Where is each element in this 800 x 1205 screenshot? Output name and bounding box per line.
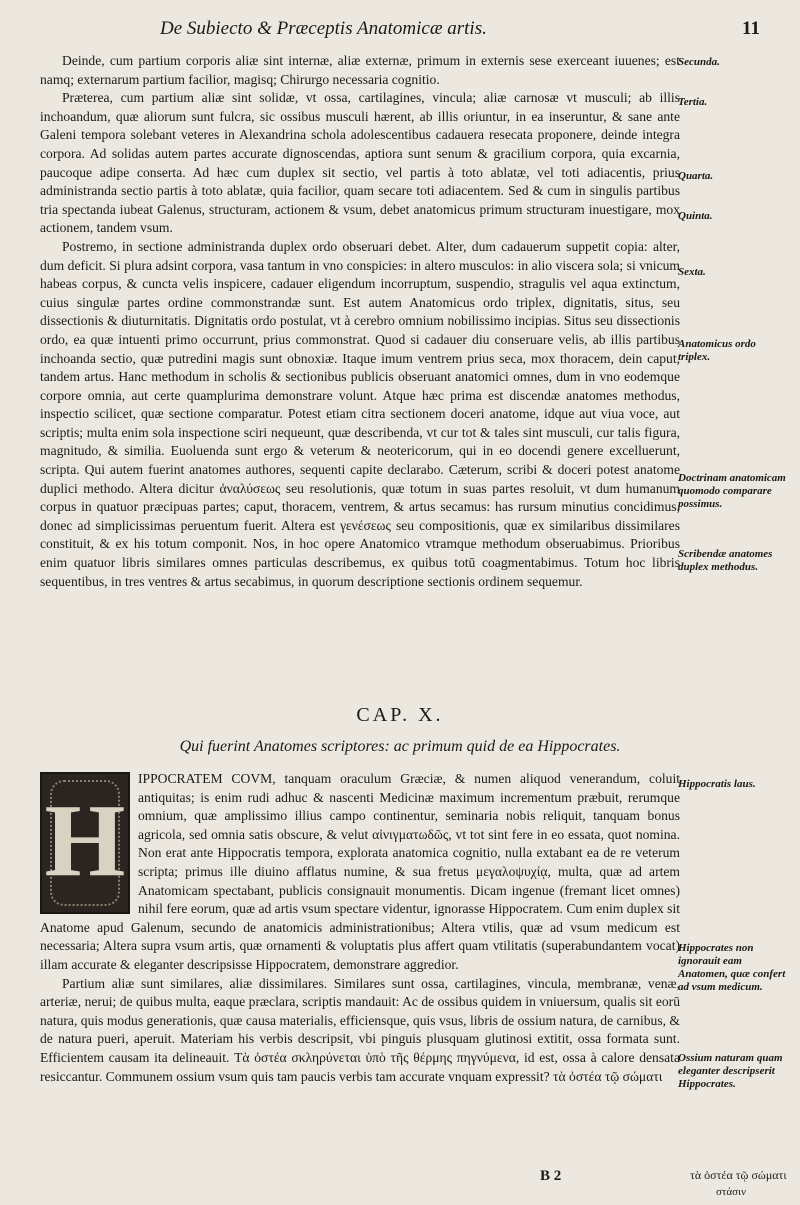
chapter-heading: CAP. X. [356, 704, 444, 726]
paragraph: Postremo, in sectione administranda duplex ordo obseruari debet. Alter, dum cadauerum suppetit copia: alter, dum deficit. Si plura adsint corpora, vasa tantum in vno conspicies: in altero musculos: in alio viscera sola; si vnicum habeas corpus, & cuncta velis inspicere, cadauer eligendum incorruptum, suspendio, stragulis vel aqua extinctum, cuius singulæ partes ordine commonstrandæ sunt. Est autem Anatomicus ordo triplex, dignitatis, situs, seu dissectionis & diuturnitatis. Dignitatis ordo postulat, vt à cerebro omnium nobilissimo incipias. Situs seu dissectionis ordo, ea quæ intuenti primo occurrunt, prius commonstrat. Quod si cadauer diu conseruare velis, ab illis partibus inchoanda sectio, quæ putredini magis sunt obnoxiæ. Itaque imum ventrem prius seca, mox thoracem, dein caput, tandem artus. Hanc methodum in scholis & sectionibus publicis obseruant anatomici omnes, dum in vno eodemque corpore omnia, aut certe quamplurima demonstrare volunt. Atque hæc prima est discendæ anatomes methodus, inspectio scilicet, quæ sectione comparatur. Potest etiam citra sectionem doceri anatome, idque aut viua voce, aut scriptis; multa enim sola inspectione sciri nequeunt, quæ describenda, vt cur tot & tales sint musculi, cur talis figura, magnitudo, & similia. Euoluenda sunt ergo & veterum & neotericorum, qui in eo docendi genere excelluerunt, scripta. Qui autem fuerint anatomes authores, sequenti capite declarabo. Cæterum, scribi & doceri potest anatome duplici methodo. Altera dicitur ἀναλύσεως seu resolutionis, quæ totum in suas partes resoluit, vt dum humanum corpus in quatuor præcipuas partes; caput, thoracem, ventrem, & artus secamus: has rursum minutius concidimus, donec ad simplicissimas peruentum fuerit. Altera est γενέσεως seu compositionis, quæ ex similaribus dissimilares constituit, & ex his totum componit. Nos, in hoc opere Anatomico vtramque methodum obseruabimus. Prioribus enim quatuor libris similares omnes particulas describemus, ex quibus totū coagmentabimus. Totum hoc libris sequentibus, in tres ventres & artus secabimus, in quorum descriptione sectionis ordinem sequemur. [40, 238, 680, 589]
margin-note: Sexta. [678, 266, 706, 278]
margin-note: Quarta. [678, 170, 714, 182]
running-title: De Subiecto & Præceptis Anatomicæ artis. [160, 18, 487, 39]
catchword: τὰ ὀστέα τῷ σώματι [690, 1168, 787, 1182]
paragraph: Deinde, cum partium corporis aliæ sint internæ, aliæ externæ, primum in externis sese exerceant iuuenes; est namq; externarum partium facilior, magisq; Chirurgo necessaria cognitio. [40, 53, 680, 87]
chapter-subtitle: Qui fuerint Anatomes scriptores: ac primum quid de ea Hippocrates. [179, 738, 621, 755]
initial-letter: H [44, 783, 126, 898]
main-text [40, 52, 680, 591]
margin-note: Hippocratis laus. [678, 778, 756, 790]
margin-note: Quinta. [678, 210, 713, 222]
margin-note: Ossium naturam quam eleganter descripserit Hippocrates. [678, 1052, 783, 1090]
margin-note: Hippocrates non ignorauit eam Anatomen, quæ confert ad vsum medicum. [678, 942, 786, 993]
margin-note: Doctrinam anatomicam quomodo comparare possimus. [678, 472, 786, 510]
signature-mark: B 2 [540, 1168, 562, 1184]
paragraph: Præterea, cum partium aliæ sint solidæ, vt ossa, cartilagines, vincula; aliæ carnosæ vt musculi; ab illis inchoandum, quæ aliorum sunt fulcra, sic ossibus musculi hærent, ab illis oriuntur, in ea inseruntur, & sane ante Galeni tempora solebant veteres in Alexandrina schola adolescentibus cadauera resecata proponere, deinde integra corpora. Ad solidas autem partes accurate dignoscendas, aptiora sunt senum & gracilium corpora, quia excarnia, paucoque adipe conserta. Ad hæc cum duplex sit sectio, vel partis à toto ablatæ, vel toti adiacentis, prius administranda sectio partis à toto ablatæ, quia facilior, quam secare toti adiacentem. Sed & cum in singulis partibus tria spectanda iubeat Galenus, structuram, actionem & vsum, debet anatomicus primum structuram inuestigare, mox actionem, tandem vsum. [40, 90, 680, 236]
paragraph: IPPOCRATEM COVM, tanquam oraculum Græciæ, & numen aliquod venerandum, coluit antiquitas; is enim rudi adhuc & nascenti Medicinæ maximum incrementum præbuit, rerumque omnium, quæ amplissimo illius campo continentur, seminaria nobis reliquit, tanquam bonus agricola, sed omnia satis obscure, & velut αἰνιγματωδῶς, vt tot sint fere in eo essata, quot nomina. Non erat ante Hippocratis tempora, explorata anatomica cognitio, nulla extabant ea de re veterum scripta; primus ille diuino afflatus numine, & sua fretus μεγαλοψυχίᾳ, multa, quæ ad artem Anatomicam spectabant, publicis consignauit monumentis. Dicam ingenue (fremant licet omnes) nihil fere eorum, quæ ad artis vsum spectare videntur, ignorasse Hippocratem. Cum enim duplex sit Anatome apud Galenum, secundo de anatomicis administrationibus; Altera vtilis, quæ ad vsum medicum est necessaria; Altera supra vsum artis, quæ ornamenti & voluptatis plus affert quam vtilitatis (superabundantem vocat) illam accurate & eleganter descripsisse Hippocratem, demonstrare aggredior. [40, 771, 680, 972]
page-number: 11 [742, 18, 760, 39]
margin-note: Tertia. [678, 96, 708, 108]
margin-note: Anatomicus ordo triplex. [678, 338, 756, 363]
margin-note: Secunda. [678, 56, 720, 68]
decorated-initial [40, 772, 130, 914]
chapter-text [40, 770, 680, 1086]
margin-note: Scribendæ anatomes duplex methodus. [678, 548, 773, 573]
catchword-continuation: στάσιν [716, 1186, 746, 1198]
running-header [160, 18, 760, 48]
paragraph: Partium aliæ sunt similares, aliæ dissimilares. Similares sunt ossa, cartilagines, vincula, membranæ, venæ, arteriæ, nerui; de quibus multa, eaque præclara, scriptis mandauit: Ac de ossibus quidem in vniuersum, qualis sit eorū natura, quis modus generationis, quæ causa materialis, efficiensque, quis vsus, libris de ossium natura, de carnibus, & de natura pueri, aperuit. Materiam his verbis descripsit, vbi pinguis plusquam glutinosi extitit, ossa formata sunt. Efficientem causam ita delineauit. Τὰ ὀστέα σκληρύνεται ὑπὸ τῆς θέρμης πηγνύμενα, id est, ossa à calore densata resiccantur. Communem ossium vsum quis tam paucis verbis tam accurate vnquam expressit? τὰ ὀστέα τῷ σώματι [40, 975, 680, 1084]
